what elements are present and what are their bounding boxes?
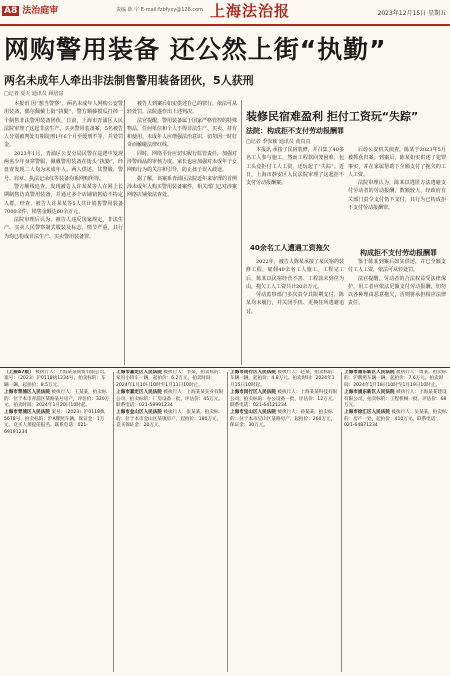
paragraph: 2022年，被告人陈某承接了某民宿的装修工程，雇佣40余名工人施工。工程完工后，陈某以民宿经营不善、工程款未到位为由，拖欠工人工资共计20余万元。 [246, 259, 344, 290]
section-label [2, 3, 58, 16]
notice-heading: 上海市宝山区人民法院 [230, 410, 276, 416]
notice-column-2 [116, 370, 224, 674]
notice-heading: 上海市徐汇区人民法院 [344, 410, 390, 416]
paragraph: 2023年1月，青浦区公安分局民警在巡逻中发现两名少年身穿警服、佩戴警用装备在街头“执勤”，经盘查发现二人均为未成年人。两人供述，其警服、警号、肩章、执法记录仪等装备均系网购所得。 [4, 150, 123, 182]
masthead [0, 0, 450, 26]
notice-heading: 上海市闵行区人民法院 [230, 390, 276, 396]
notice-heading: 上海市金山区人民法院 [116, 410, 162, 416]
paragraph: 本报讯 因“想当警察”，两名未成年人网购公安警用装备，偶尔佩戴上街“执勤”，警方顺藤摸瓜打掉一个制售非法警用装备团伙。日前，上海市青浦区人民法院审理了这起非法生产、买卖警用装备案，5名被告人分别被判处有期徒刑1年6个月至缓刑不等，并处罚金。 [4, 101, 123, 149]
paragraph: 本报讯 承接了民宿装修，并召集了40多名工人参与施工，然而工程款回笼困难，包工头竟拒付工人工资，还玩起了“失踪”。近日，上海市静安区人民法院审理了这起拒不支付劳动报酬案。 [246, 147, 344, 187]
issue-date: 2023年12月15日 星期五 [377, 10, 446, 17]
notice-item [116, 370, 224, 389]
paragraph: 同时，网络平台应切实履行监管责任，加强对涉警商品的审核力度。家长也应加强对未成年子女网购行为的关注和引导，防止孩子误入歧途。 [127, 150, 237, 174]
notice-item [230, 390, 338, 409]
article-column-1 [4, 100, 123, 365]
column-divider [341, 372, 342, 672]
newspaper-logo: 上海法治报 [210, 2, 291, 20]
second-byline: □记者 季张颖 通讯员 黄真真 [246, 139, 311, 145]
column-divider [241, 100, 242, 365]
notice-heading: 上海市浦东新区人民法院 [344, 390, 395, 396]
section-heading: 40余名工人遭遇工资拖欠 [250, 244, 330, 252]
notice-text: 被执行人：上海某某商贸有限公司，案号：（2023）沪0118执1234号，拍卖标的：车辆一辆，起拍价：8.5万元。 [4, 370, 109, 388]
notice-text: 被执行人：张某某，拍卖标的：位于本市金山区某镇房产，起拍价：180万元，竞买保证金：20万元。 [116, 410, 222, 429]
notice-heading: 上海市嘉定区人民法院 [116, 370, 162, 375]
notice-item [344, 370, 448, 389]
paragraph: 后经公安机关侦查，陈某于2023年5月被抓获归案。到案后，陈某如实供述了犯罪事实，并在家属帮助下全额支付了拖欠的工人工资。 [348, 147, 446, 178]
notice-text: 被执行人：上海某某建设有限公司，拍卖标的：工程机械一批，评估价：68万元。 [344, 390, 447, 409]
notice-text: 被执行人：吴某某，拍卖标的：房产一处，起拍价：410万元。联系电话：021-64871234 [344, 410, 447, 429]
notice-item [116, 410, 224, 429]
notice-item [230, 410, 338, 429]
notice-text: 被执行人：王某某，拍卖标的：位于本市青浦区某路某号房产，评估价：320万元。拍卖时间：2024年1月20日10时起。 [4, 390, 110, 409]
paragraph: 被告人到案后如实供述自己的罪行，依法可从轻处罚。法院遂作出上述判决。 [127, 101, 237, 116]
notice-heading: 上海市嘉定区人民法院 [116, 390, 162, 396]
paragraph: 法院审理后认为，被告人违反国家规定，非法生产、买卖人民警察制式服装及标志，情节严重，其行为均已构成非法生产、买卖警用装备罪。 [4, 217, 123, 240]
notice-item [4, 390, 110, 409]
article2-column-2b [348, 258, 446, 366]
notice-heading: （上接A7版） [4, 370, 34, 375]
notice-item [344, 390, 448, 409]
paragraph: 鉴于陈某到案后如实供述，并已全额支付工人工资，依法可从轻处罚。 [348, 259, 446, 274]
notice-text: 被执行人：李某，拍卖标的：家用小轿车一辆，起拍价：6.2万元，拍卖时间：2024年1月10日10时至1月11日10时止。 [116, 370, 224, 388]
paragraph: 劳动监察部门多次责令其限期支付，陈某均未履行，并关闭手机、更换住所逃避追讨。 [246, 292, 344, 315]
notice-text: 被执行人：赵某，拍卖标的：车辆一辆，起拍价：4.8万元。拍卖时间：2024年1月15日10时起。 [230, 370, 338, 388]
notice-item [4, 410, 110, 436]
notice-text: 被执行人：上海某某实业有限公司，拍卖标的：厂房设备一批，评估价：45万元。联系电话：021-59991234 [116, 390, 224, 409]
column-divider [124, 100, 125, 365]
court-notices [4, 370, 448, 674]
notice-column-1 [4, 370, 110, 674]
main-subhead: 两名未成年人牵出非法制售警用装备团伙，5人获刑 [4, 74, 254, 87]
section-name: 法治庭审 [22, 6, 59, 16]
paragraph: 法官提醒，警用装备属于国家严格管控的特殊物品，任何单位和个人不得非法生产、买卖、持有和使用。未成年人应增强法治意识，切勿因一时好奇而触碰法律红线。 [127, 117, 237, 149]
notice-text: 案号：（2023）沪0118执5678号，拍卖标的：沪A牌照车辆，保证金：1万元，竞买人须提前报名。联系电话：021-69191234 [4, 410, 105, 435]
paragraph: 据了解，该案系青浦区法院近年来审理的首例涉未成年人购买警用装备案件，相关部门已对涉案网络店铺依法查处。 [127, 175, 237, 199]
section-divider [0, 367, 450, 368]
notice-text: 被执行人：孙某某，拍卖标的：位于本市宝山区某路房产，起拍价：260万元，保证金：30万元。 [230, 410, 336, 429]
article2-column-1b [246, 258, 344, 366]
section-heading: 构成拒不支付劳动报酬罪 [360, 249, 437, 257]
notice-column-4 [344, 370, 448, 674]
paragraph: 法院审理认为，陈某以逃匿方法逃避支付劳动者的劳动报酬，数额较大，经政府有关部门责令支付仍不支付，其行为已构成拒不支付劳动报酬罪。 [348, 180, 446, 212]
column-divider [113, 372, 114, 672]
article-column-2 [127, 100, 237, 365]
main-headline: 网购警用装备 还公然上街“执勤” [4, 35, 387, 64]
notice-text: 被执行人：周某，拍卖标的：沪牌照车辆一辆，起拍价：7.6万元。拍卖时间：2024年1月18日10时至1月19日10时止。 [344, 370, 447, 388]
notice-item [116, 390, 224, 409]
notice-heading: 上海市闵行区人民法院 [230, 370, 276, 375]
notice-item [344, 410, 448, 429]
editor-info: 责编 陈 宇 E-mail:fzbfyxy@126.com [116, 7, 204, 13]
second-subhead: 法院：构成拒不支付劳动报酬罪 [246, 127, 344, 135]
paragraph: 警方顺线追查，发现被告人许某某等人在网上长期制售仿真警用装备，并通过多个店铺销售给不特定人群。经查，被告人许某某等5人共计销售警用装备7000余件，销售金额达60余万元。 [4, 183, 123, 215]
paragraph: 法官提醒，劳动者的合法权益受法律保护，用工者应依法足额支付劳动报酬，切勿以各种理由恶意拖欠，否则将承担相应法律责任。 [348, 275, 446, 307]
notice-heading: 上海市浦东新区人民法院 [344, 370, 395, 375]
notice-text: 被执行人：上海某某科技有限公司，拍卖标的：办公设备一批，评估价：12万元。联系电话：021-64121234 [230, 390, 338, 409]
notice-item [230, 370, 338, 389]
column-divider [227, 372, 228, 672]
notice-column-3 [230, 370, 338, 674]
article2-column-2 [348, 146, 446, 246]
notice-heading: 上海市青浦区人民法院 [4, 390, 50, 396]
main-byline: □记者 夏天 通讯员 顾培富 [4, 91, 64, 97]
second-headline: 装修民宿难盈利 拒付工资玩“失踪” [246, 110, 419, 123]
notice-heading: 上海市青浦区人民法院 [4, 410, 50, 416]
page-number: A8 [4, 6, 18, 16]
notice-item [4, 370, 110, 389]
article2-column-1 [246, 146, 344, 241]
